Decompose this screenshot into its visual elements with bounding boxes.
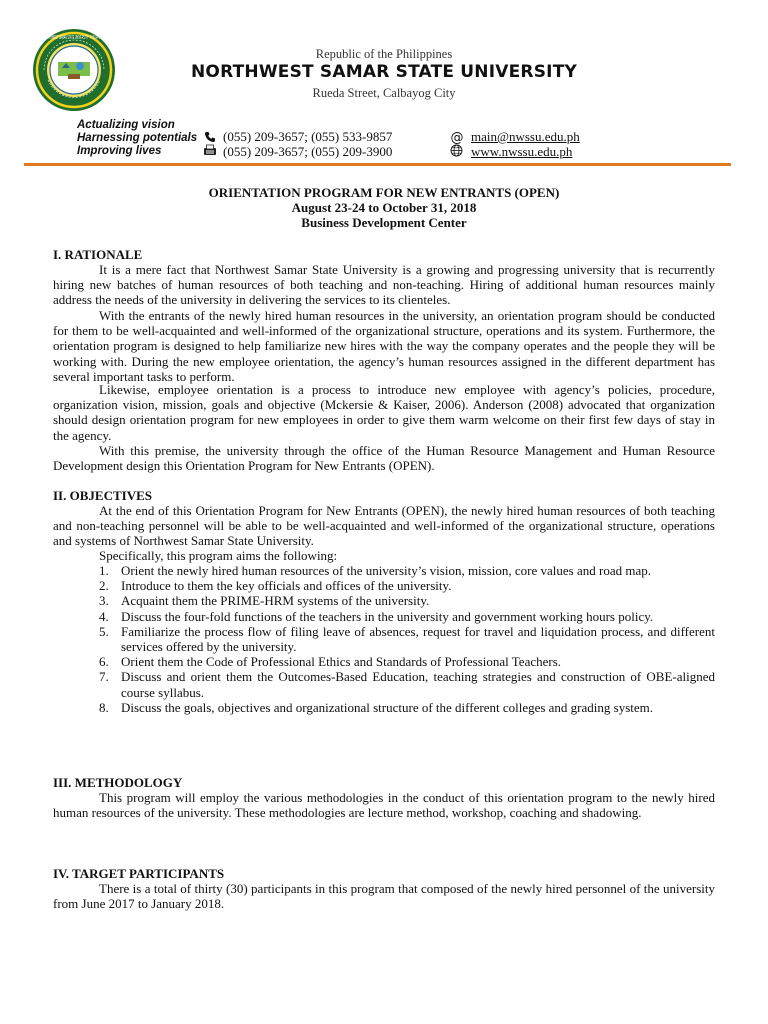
- list-item: 5. Familiarize the process flow of filing leave of absences, request for travel and liquidation process, and different services offered by the university.: [99, 623, 715, 655]
- list-item: 4. Discuss the four-fold functions of the teachers in the university and government working hours policy.: [99, 608, 654, 624]
- fax-icon: [203, 144, 217, 156]
- rationale-paragraph-1: It is a mere fact that Northwest Samar State University is a growing and progressing university that is recurrently hiring new batches of human resources of both teaching and non-teaching. Hiring of additional human resources mainly address the needs of the university in delivering the services to its clienteles.: [53, 262, 715, 308]
- list-item: 3. Acquaint them the PRIME-HRM systems of the university.: [99, 593, 430, 609]
- website-link[interactable]: www.nwssu.edu.ph: [471, 144, 573, 159]
- section-heading-target-participants: IV. TARGET PARTICIPANTS: [53, 866, 225, 881]
- email-at-icon: [450, 130, 464, 144]
- list-item: 2. Introduce to them the key officials and offices of the university.: [99, 578, 452, 594]
- objectives-intro: At the end of this Orientation Program for New Entrants (OPEN), the newly hired human resources of both teaching and non-teaching personnel will be able to be well-acquainted and well-informed of the organizational structure, operations and systems of Northwest Samar State University.: [53, 503, 715, 549]
- program-title: ORIENTATION PROGRAM FOR NEW ENTRANTS (OPEN): [208, 185, 560, 200]
- list-item: 1. Orient the newly hired human resources of the university’s vision, mission, core values and road map.: [99, 563, 651, 578]
- objectives-list: [53, 563, 715, 715]
- list-item: 8. Discuss the goals, objectives and organizational structure of the different colleges and grading system.: [99, 699, 654, 715]
- list-item: 7. Discuss and orient them the Outcomes-Based Education, teaching strategies and construction of OBE-aligned course syllabus.: [99, 669, 715, 700]
- fax-numbers: (055) 209-3657; (055) 209-3900: [223, 144, 393, 159]
- svg-text:@: @: [450, 130, 464, 146]
- section-heading-methodology: III. METHODOLOGY: [53, 775, 183, 790]
- objectives-specifically: Specifically, this program aims the following:: [99, 548, 338, 563]
- section-heading-objectives: II. OBJECTIVES: [53, 488, 152, 503]
- program-dates: August 23-24 to October 31, 2018: [291, 200, 477, 215]
- rationale-paragraph-3: Likewise, employee orientation is a process to introduce new employee with agency’s policies, procedure, organization vision, mission, goals and objective (Mckersie & Kaiser, 2006). Anderson (2008) advocated that organization should design orientation program for new employees in order to give them warm welcome on their first few days of stay in the agency.: [53, 382, 715, 443]
- globe-icon: [450, 144, 463, 157]
- university-address: Rueda Street, Calbayog City: [312, 86, 456, 100]
- tagline-3: Improving lives: [77, 145, 162, 157]
- list-item: 6. Orient them the Code of Professional Ethics and Standards of Professional Teachers.: [99, 654, 562, 670]
- logo-seal-text: NORTHWEST SAMAR STATE UNIVERSITY · PHILIPPINES: [44, 35, 105, 41]
- program-venue: Business Development Center: [301, 215, 467, 230]
- phone-icon: [204, 131, 216, 143]
- rationale-paragraph-2: With the entrants of the newly hired human resources in the university, an orientation program should be conducted for them to be well-acquainted and well-informed of the organizational structure, operations and its system. Furthermore, the orientation program is designed to help familiarize new hires with the way the company operates and the people they will be working with. During the new employee orientation, the agency’s human resources assigned in the different department has several important tasks to perform.: [53, 308, 715, 384]
- rationale-paragraph-4: With this premise, the university through the office of the Human Resource Management and Human Resource Development design this Orientation Program for New Entrants (OPEN).: [53, 443, 715, 474]
- republic-line: Republic of the Philippines: [315, 47, 453, 61]
- header-divider: [24, 163, 731, 166]
- university-seal-logo: [32, 28, 116, 112]
- university-name: NORTHWEST SAMAR STATE UNIVERSITY: [190, 62, 577, 82]
- methodology-paragraph: This program will employ the various methodologies in the conduct of this orientation program to the newly hired human resources of the university. These methodologies are lecture method, workshop, coaching and shadowing.: [53, 790, 715, 821]
- participants-paragraph: There is a total of thirty (30) participants in this program that composed of the newly hired personnel of the university from June 2017 to January 2018.: [53, 881, 715, 912]
- tagline-2: Harnessing potentials: [77, 132, 198, 144]
- phone-numbers: (055) 209-3657; (055) 533-9857: [223, 129, 393, 144]
- section-heading-rationale: I. RATIONALE: [53, 247, 143, 262]
- tagline-1: Actualizing vision: [77, 119, 175, 131]
- email-link[interactable]: main@nwssu.edu.ph: [471, 129, 580, 144]
